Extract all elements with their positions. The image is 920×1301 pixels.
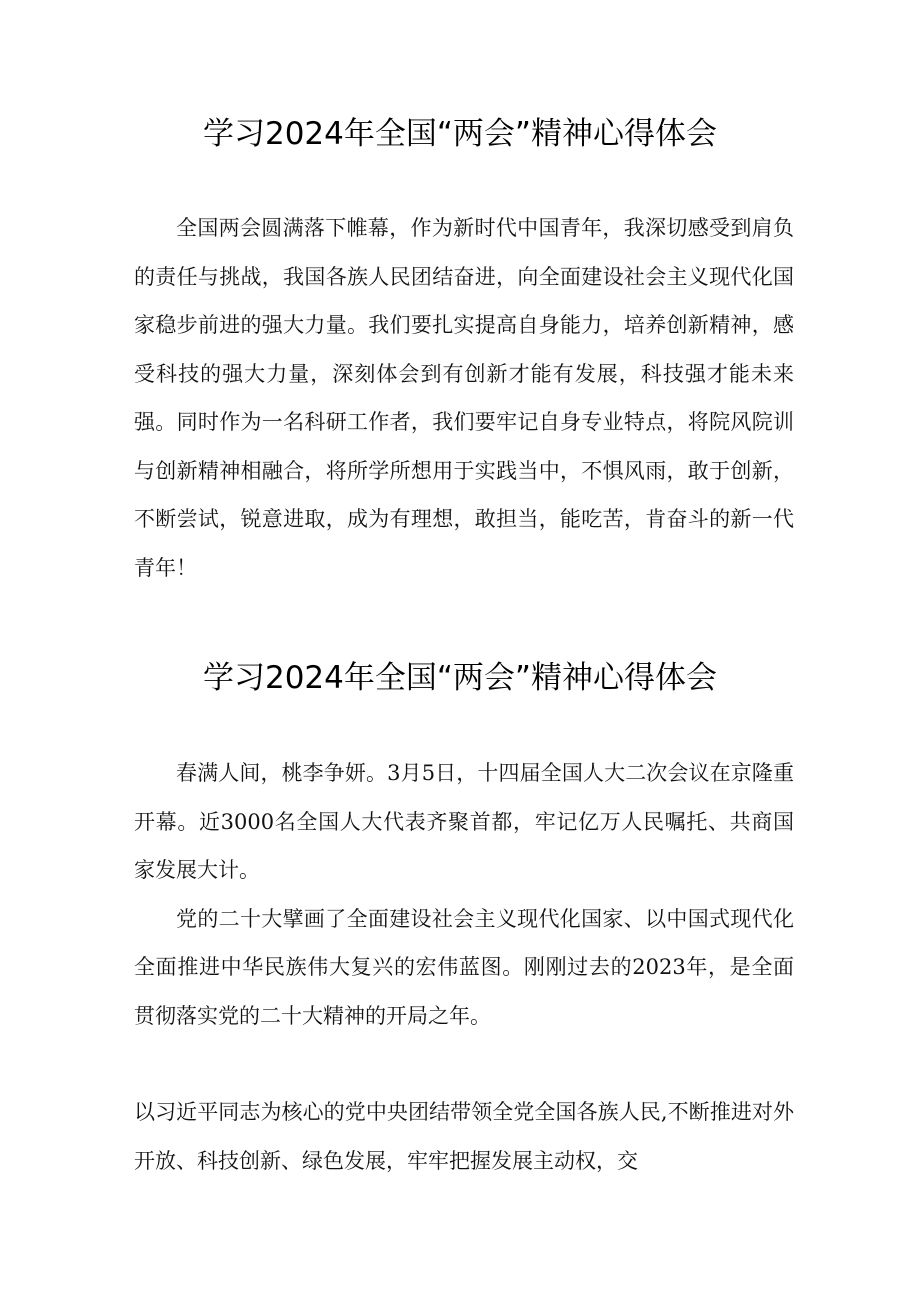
section-1-body [134,204,794,592]
page-title: 学习2024年全国“两会”精神心得体会 [202,116,717,152]
section-2-body [134,749,794,1185]
paragraph: 党的二十大擘画了全面建设社会主义现代化国家、以中国式现代化全面推进中华民族伟大复兴的宏伟蓝图。刚刚过去的2023年，是全面贯彻落实党的二十大精神的开局之年。 [134,906,794,1028]
section-title: 学习2024年全国“两会”精神心得体会 [202,660,717,696]
paragraph: 春满人间，桃李争妍。3月5日，十四届全国人大二次会议在京隆重开幕。近3000名全国人大代表齐聚首都，牢记亿万人民嘱托、共商国家发展大计。 [134,761,794,882]
paragraph: 全国两会圆满落下帷幕，作为新时代中国青年，我深切感受到肩负的责任与挑战，我国各族人民团结奋进，向全面建设社会主义现代化国家稳步前进的强大力量。我们要扎实提高自身能力，培养创新精神，感受科技的强大力量，深刻体会到有创新才能有发展，科技强才能未来强。同时作为一名科研工作者，我们要牢记自身专业特点，将院风院训与创新精神相融合，将所学所想用于实践当中，不惧风雨，敢于创新，不断尝试，锐意进取，成为有理想，敢担当，能吃苦，肯奋斗的新一代青年！ [134,216,794,580]
paragraph: 以习近平同志为核心的党中央团结带领全党全国各族人民,不断推进对外开放、科技创新、绿色发展，牢牢把握发展主动权，交 [134,1100,794,1173]
